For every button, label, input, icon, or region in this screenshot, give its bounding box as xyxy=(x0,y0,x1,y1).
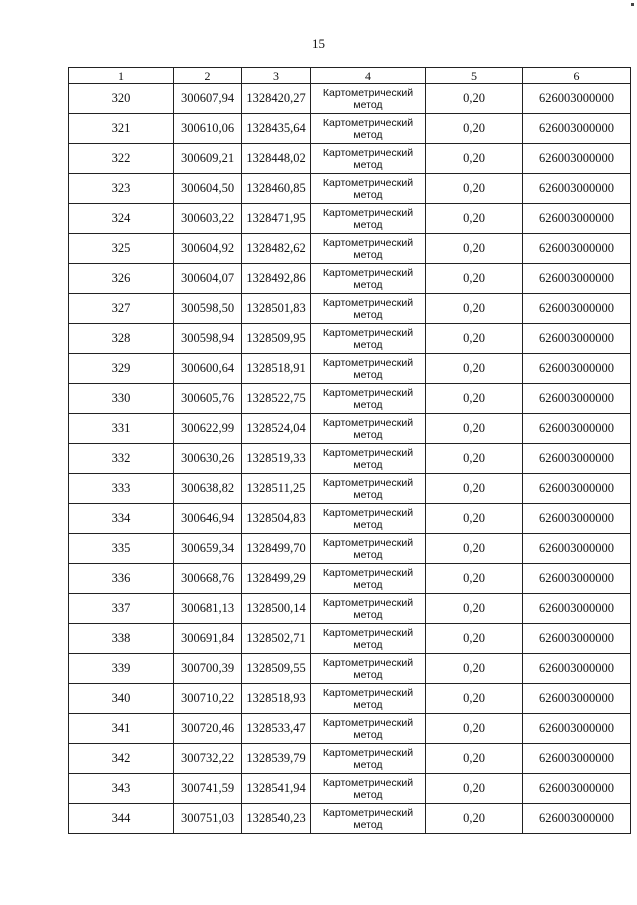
point-number-cell: 342 xyxy=(69,744,174,774)
table-row xyxy=(69,504,631,534)
x-coordinate-cell: 300598,94 xyxy=(174,324,242,354)
method-line-2: метод xyxy=(353,368,383,381)
code-cell: 626003000000 xyxy=(523,624,631,654)
y-coordinate-cell: 1328499,29 xyxy=(242,564,311,594)
method-line-1: Картометрический xyxy=(322,746,414,759)
x-coordinate-cell: 300622,99 xyxy=(174,414,242,444)
table-row xyxy=(69,84,631,114)
x-coordinate-cell: 300604,07 xyxy=(174,264,242,294)
error-cell: 0,20 xyxy=(426,774,523,804)
y-coordinate-cell: 1328501,83 xyxy=(242,294,311,324)
error-cell: 0,20 xyxy=(426,684,523,714)
y-coordinate-cell: 1328492,86 xyxy=(242,264,311,294)
column-header: 1 xyxy=(69,68,174,84)
method-cell xyxy=(311,714,426,744)
y-coordinate-cell: 1328435,64 xyxy=(242,114,311,144)
error-cell: 0,20 xyxy=(426,294,523,324)
column-header: 4 xyxy=(311,68,426,84)
code-cell: 626003000000 xyxy=(523,234,631,264)
error-cell: 0,20 xyxy=(426,144,523,174)
code-cell: 626003000000 xyxy=(523,384,631,414)
code-cell: 626003000000 xyxy=(523,204,631,234)
error-cell: 0,20 xyxy=(426,234,523,264)
method-line-1: Картометрический xyxy=(322,86,414,99)
method-line-2: метод xyxy=(353,488,383,501)
table-row xyxy=(69,144,631,174)
y-coordinate-cell: 1328539,79 xyxy=(242,744,311,774)
point-number-cell: 344 xyxy=(69,804,174,834)
code-cell: 626003000000 xyxy=(523,84,631,114)
method-line-2: метод xyxy=(353,188,383,201)
table-row xyxy=(69,294,631,324)
method-cell xyxy=(311,444,426,474)
method-line-1: Картометрический xyxy=(322,326,414,339)
error-cell: 0,20 xyxy=(426,744,523,774)
y-coordinate-cell: 1328524,04 xyxy=(242,414,311,444)
method-line-1: Картометрический xyxy=(322,356,414,369)
method-cell xyxy=(311,114,426,144)
method-line-2: метод xyxy=(353,548,383,561)
code-cell: 626003000000 xyxy=(523,324,631,354)
code-cell: 626003000000 xyxy=(523,744,631,774)
error-cell: 0,20 xyxy=(426,564,523,594)
error-cell: 0,20 xyxy=(426,714,523,744)
method-line-1: Картометрический xyxy=(322,716,414,729)
x-coordinate-cell: 300604,92 xyxy=(174,234,242,264)
y-coordinate-cell: 1328448,02 xyxy=(242,144,311,174)
table-row xyxy=(69,264,631,294)
code-cell: 626003000000 xyxy=(523,174,631,204)
x-coordinate-cell: 300605,76 xyxy=(174,384,242,414)
table-row xyxy=(69,444,631,474)
table-row xyxy=(69,234,631,264)
code-cell: 626003000000 xyxy=(523,354,631,384)
method-cell xyxy=(311,504,426,534)
point-number-cell: 331 xyxy=(69,414,174,444)
error-cell: 0,20 xyxy=(426,504,523,534)
method-line-1: Картометрический xyxy=(322,566,414,579)
method-line-1: Картометрический xyxy=(322,626,414,639)
error-cell: 0,20 xyxy=(426,444,523,474)
error-cell: 0,20 xyxy=(426,414,523,444)
method-line-1: Картометрический xyxy=(322,536,414,549)
method-cell xyxy=(311,264,426,294)
method-line-1: Картометрический xyxy=(322,446,414,459)
point-number-cell: 343 xyxy=(69,774,174,804)
table-body xyxy=(69,84,631,834)
table-header-row xyxy=(69,68,631,84)
method-cell xyxy=(311,804,426,834)
method-line-2: метод xyxy=(353,398,383,411)
error-cell: 0,20 xyxy=(426,264,523,294)
method-line-1: Картометрический xyxy=(322,236,414,249)
x-coordinate-cell: 300598,50 xyxy=(174,294,242,324)
y-coordinate-cell: 1328533,47 xyxy=(242,714,311,744)
point-number-cell: 341 xyxy=(69,714,174,744)
y-coordinate-cell: 1328471,95 xyxy=(242,204,311,234)
method-line-1: Картометрический xyxy=(322,206,414,219)
method-cell xyxy=(311,324,426,354)
code-cell: 626003000000 xyxy=(523,534,631,564)
method-line-1: Картометрический xyxy=(322,806,414,819)
x-coordinate-cell: 300668,76 xyxy=(174,564,242,594)
method-cell xyxy=(311,654,426,684)
x-coordinate-cell: 300710,22 xyxy=(174,684,242,714)
table-row xyxy=(69,414,631,444)
table-row xyxy=(69,474,631,504)
error-cell: 0,20 xyxy=(426,324,523,354)
method-line-2: метод xyxy=(353,278,383,291)
point-number-cell: 340 xyxy=(69,684,174,714)
method-cell xyxy=(311,174,426,204)
method-line-1: Картометрический xyxy=(322,596,414,609)
column-header: 3 xyxy=(242,68,311,84)
method-line-1: Картометрический xyxy=(322,476,414,489)
method-cell xyxy=(311,594,426,624)
method-line-1: Картометрический xyxy=(322,416,414,429)
table-row xyxy=(69,324,631,354)
point-number-cell: 324 xyxy=(69,204,174,234)
x-coordinate-cell: 300638,82 xyxy=(174,474,242,504)
x-coordinate-cell: 300607,94 xyxy=(174,84,242,114)
method-line-2: метод xyxy=(353,248,383,261)
method-cell xyxy=(311,234,426,264)
code-cell: 626003000000 xyxy=(523,294,631,324)
method-line-2: метод xyxy=(353,728,383,741)
y-coordinate-cell: 1328541,94 xyxy=(242,774,311,804)
method-line-2: метод xyxy=(353,128,383,141)
code-cell: 626003000000 xyxy=(523,414,631,444)
point-number-cell: 334 xyxy=(69,504,174,534)
table-row xyxy=(69,534,631,564)
method-cell xyxy=(311,354,426,384)
point-number-cell: 336 xyxy=(69,564,174,594)
method-cell xyxy=(311,474,426,504)
y-coordinate-cell: 1328509,95 xyxy=(242,324,311,354)
point-number-cell: 326 xyxy=(69,264,174,294)
y-coordinate-cell: 1328500,14 xyxy=(242,594,311,624)
method-line-1: Картометрический xyxy=(322,506,414,519)
method-cell xyxy=(311,564,426,594)
x-coordinate-cell: 300681,13 xyxy=(174,594,242,624)
y-coordinate-cell: 1328482,62 xyxy=(242,234,311,264)
method-line-2: метод xyxy=(353,818,383,831)
code-cell: 626003000000 xyxy=(523,474,631,504)
x-coordinate-cell: 300691,84 xyxy=(174,624,242,654)
method-cell xyxy=(311,84,426,114)
scan-mark xyxy=(631,3,634,6)
error-cell: 0,20 xyxy=(426,624,523,654)
y-coordinate-cell: 1328499,70 xyxy=(242,534,311,564)
x-coordinate-cell: 300732,22 xyxy=(174,744,242,774)
x-coordinate-cell: 300600,64 xyxy=(174,354,242,384)
error-cell: 0,20 xyxy=(426,534,523,564)
error-cell: 0,20 xyxy=(426,384,523,414)
method-cell xyxy=(311,774,426,804)
method-line-2: метод xyxy=(353,698,383,711)
point-number-cell: 337 xyxy=(69,594,174,624)
table-row xyxy=(69,744,631,774)
method-line-2: метод xyxy=(353,788,383,801)
x-coordinate-cell: 300609,21 xyxy=(174,144,242,174)
x-coordinate-cell: 300603,22 xyxy=(174,204,242,234)
x-coordinate-cell: 300610,06 xyxy=(174,114,242,144)
table-row xyxy=(69,174,631,204)
y-coordinate-cell: 1328518,91 xyxy=(242,354,311,384)
error-cell: 0,20 xyxy=(426,174,523,204)
method-line-1: Картометрический xyxy=(322,776,414,789)
x-coordinate-cell: 300700,39 xyxy=(174,654,242,684)
table-row xyxy=(69,684,631,714)
table-row xyxy=(69,354,631,384)
code-cell: 626003000000 xyxy=(523,444,631,474)
code-cell: 626003000000 xyxy=(523,594,631,624)
point-number-cell: 339 xyxy=(69,654,174,684)
method-line-1: Картометрический xyxy=(322,386,414,399)
table-row xyxy=(69,774,631,804)
method-line-1: Картометрический xyxy=(322,296,414,309)
method-cell xyxy=(311,684,426,714)
table-row xyxy=(69,384,631,414)
point-number-cell: 328 xyxy=(69,324,174,354)
method-line-1: Картометрический xyxy=(322,176,414,189)
error-cell: 0,20 xyxy=(426,84,523,114)
error-cell: 0,20 xyxy=(426,474,523,504)
method-line-2: метод xyxy=(353,458,383,471)
method-cell xyxy=(311,624,426,654)
x-coordinate-cell: 300646,94 xyxy=(174,504,242,534)
method-cell xyxy=(311,414,426,444)
point-number-cell: 335 xyxy=(69,534,174,564)
method-line-2: метод xyxy=(353,608,383,621)
y-coordinate-cell: 1328518,93 xyxy=(242,684,311,714)
point-number-cell: 332 xyxy=(69,444,174,474)
error-cell: 0,20 xyxy=(426,804,523,834)
code-cell: 626003000000 xyxy=(523,804,631,834)
column-header: 6 xyxy=(523,68,631,84)
x-coordinate-cell: 300741,59 xyxy=(174,774,242,804)
y-coordinate-cell: 1328460,85 xyxy=(242,174,311,204)
method-line-2: метод xyxy=(353,758,383,771)
point-number-cell: 321 xyxy=(69,114,174,144)
point-number-cell: 322 xyxy=(69,144,174,174)
method-line-2: метод xyxy=(353,428,383,441)
table-row xyxy=(69,654,631,684)
x-coordinate-cell: 300659,34 xyxy=(174,534,242,564)
method-line-2: метод xyxy=(353,518,383,531)
method-cell xyxy=(311,294,426,324)
point-number-cell: 329 xyxy=(69,354,174,384)
point-number-cell: 320 xyxy=(69,84,174,114)
method-line-2: метод xyxy=(353,578,383,591)
y-coordinate-cell: 1328504,83 xyxy=(242,504,311,534)
y-coordinate-cell: 1328509,55 xyxy=(242,654,311,684)
y-coordinate-cell: 1328420,27 xyxy=(242,84,311,114)
error-cell: 0,20 xyxy=(426,354,523,384)
error-cell: 0,20 xyxy=(426,114,523,144)
y-coordinate-cell: 1328511,25 xyxy=(242,474,311,504)
method-line-2: метод xyxy=(353,308,383,321)
code-cell: 626003000000 xyxy=(523,144,631,174)
error-cell: 0,20 xyxy=(426,594,523,624)
x-coordinate-cell: 300604,50 xyxy=(174,174,242,204)
point-number-cell: 323 xyxy=(69,174,174,204)
point-number-cell: 327 xyxy=(69,294,174,324)
code-cell: 626003000000 xyxy=(523,114,631,144)
y-coordinate-cell: 1328522,75 xyxy=(242,384,311,414)
x-coordinate-cell: 300630,26 xyxy=(174,444,242,474)
point-number-cell: 325 xyxy=(69,234,174,264)
point-number-cell: 338 xyxy=(69,624,174,654)
page-number: 15 xyxy=(312,36,325,51)
method-line-2: метод xyxy=(353,638,383,651)
method-cell xyxy=(311,384,426,414)
method-line-1: Картометрический xyxy=(322,656,414,669)
x-coordinate-cell: 300751,03 xyxy=(174,804,242,834)
method-cell xyxy=(311,534,426,564)
table-row xyxy=(69,714,631,744)
error-cell: 0,20 xyxy=(426,654,523,684)
point-number-cell: 330 xyxy=(69,384,174,414)
code-cell: 626003000000 xyxy=(523,714,631,744)
method-line-2: метод xyxy=(353,158,383,171)
method-line-1: Картометрический xyxy=(322,146,414,159)
x-coordinate-cell: 300720,46 xyxy=(174,714,242,744)
code-cell: 626003000000 xyxy=(523,654,631,684)
method-line-1: Картометрический xyxy=(322,686,414,699)
method-line-1: Картометрический xyxy=(322,266,414,279)
table-row xyxy=(69,564,631,594)
method-line-1: Картометрический xyxy=(322,116,414,129)
code-cell: 626003000000 xyxy=(523,684,631,714)
column-header: 2 xyxy=(174,68,242,84)
code-cell: 626003000000 xyxy=(523,264,631,294)
method-line-2: метод xyxy=(353,668,383,681)
table-row xyxy=(69,624,631,654)
y-coordinate-cell: 1328540,23 xyxy=(242,804,311,834)
code-cell: 626003000000 xyxy=(523,774,631,804)
coordinates-table xyxy=(68,67,631,834)
y-coordinate-cell: 1328519,33 xyxy=(242,444,311,474)
table-row xyxy=(69,594,631,624)
method-line-2: метод xyxy=(353,218,383,231)
table-row xyxy=(69,804,631,834)
method-cell xyxy=(311,144,426,174)
column-header: 5 xyxy=(426,68,523,84)
method-line-2: метод xyxy=(353,338,383,351)
code-cell: 626003000000 xyxy=(523,504,631,534)
y-coordinate-cell: 1328502,71 xyxy=(242,624,311,654)
error-cell: 0,20 xyxy=(426,204,523,234)
method-cell xyxy=(311,204,426,234)
method-cell xyxy=(311,744,426,774)
point-number-cell: 333 xyxy=(69,474,174,504)
code-cell: 626003000000 xyxy=(523,564,631,594)
table-row xyxy=(69,114,631,144)
table-row xyxy=(69,204,631,234)
method-line-2: метод xyxy=(353,98,383,111)
